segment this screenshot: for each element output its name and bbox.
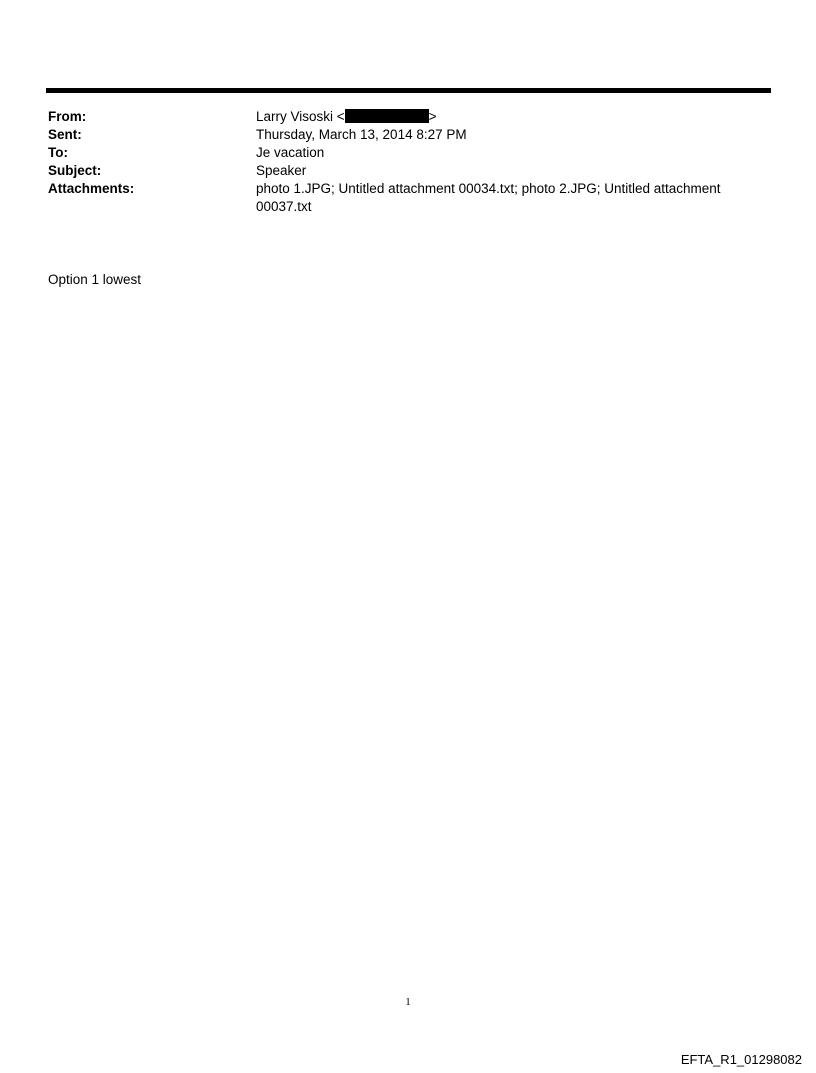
attachments-label: Attachments: bbox=[48, 181, 135, 196]
header-divider bbox=[46, 88, 771, 93]
sent-value: Thursday, March 13, 2014 8:27 PM bbox=[256, 127, 467, 142]
sent-row bbox=[48, 126, 748, 144]
to-row bbox=[48, 144, 748, 162]
sender-name: Larry Visoski < bbox=[256, 109, 345, 124]
redaction-box bbox=[345, 109, 429, 123]
email-body: Option 1 lowest bbox=[48, 272, 142, 287]
to-label: To: bbox=[48, 145, 68, 160]
sent-label: Sent: bbox=[48, 127, 82, 142]
subject-value: Speaker bbox=[256, 163, 307, 178]
subject-row bbox=[48, 162, 748, 180]
bates-number: EFTA_R1_01298082 bbox=[680, 1052, 802, 1067]
from-label: From: bbox=[48, 109, 87, 124]
email-header bbox=[48, 108, 748, 216]
attachments-row bbox=[48, 180, 748, 216]
subject-label: Subject: bbox=[48, 163, 102, 178]
from-value bbox=[256, 108, 736, 126]
to-value: Je vacation bbox=[256, 145, 325, 160]
from-row bbox=[48, 108, 748, 126]
page-number: 1 bbox=[405, 996, 411, 1008]
attachments-value: photo 1.JPG; Untitled attachment 00034.txt; photo 2.JPG; Untitled attachment 00037.txt bbox=[256, 181, 721, 214]
sender-close-bracket: > bbox=[428, 109, 437, 124]
